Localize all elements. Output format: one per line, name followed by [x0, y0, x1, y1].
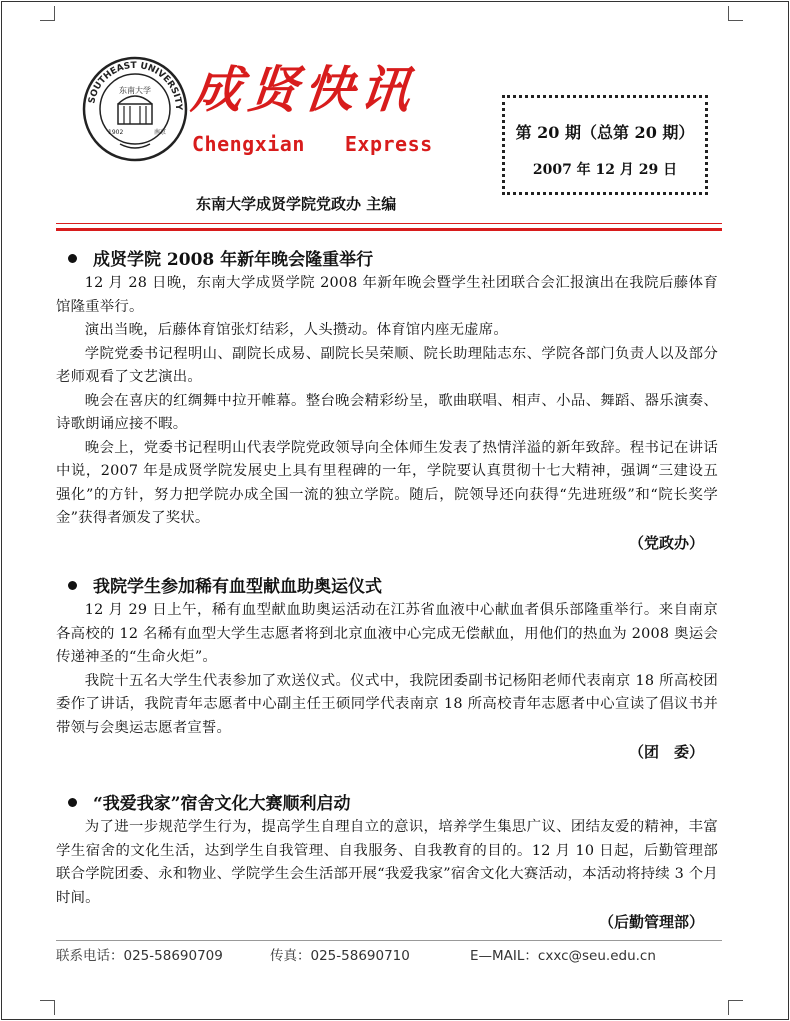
- article-signoff: （后勤管理部）: [598, 913, 704, 931]
- article-paragraph: 为了进一步规范学生行为，提高学生自理自立的意识，培养学生集思广议、团结友爱的精神，丰富学生宿舍的文化生活，达到学生自我管理、自我服务、自我教育的目的。12 月 10 日起，后勤管理部联合学院团委、永和物业、学院学生会生活部开展“我爱我家”宿舍文化大赛活动，本活动将持续 3 个月时间。: [56, 819, 718, 906]
- footer-rule: [56, 940, 722, 941]
- svg-text:1902: 1902: [108, 129, 124, 136]
- contact-footer: [56, 940, 722, 966]
- header-rule-thick: [56, 228, 722, 231]
- article-headline: [56, 575, 718, 599]
- article-paragraph: 晚会上，党委书记程明山代表学院党政领导向全体师生发表了热情洋溢的新年致辞。程书记在讲话中说，2007 年是成贤学院发展史上具有里程碑的一年，学院要认真贯彻十七大精神，强调“三建设五强化”的方针，努力把学院办成全国一流的独立学院。随后，院领导还向获得“先进班级”和“院长奖学金”获得者颁发了奖状。: [56, 439, 718, 526]
- headline-text: 成贤学院 2008 年新年晚会隆重举行: [93, 250, 374, 270]
- headline-text: 我院学生参加稀有血型献血助奥运仪式: [93, 577, 382, 597]
- crop-mark-bottom-left: [40, 1000, 55, 1015]
- issue-info-box: [502, 95, 708, 195]
- article-headline: [56, 248, 718, 272]
- article-paragraph: 学院党委书记程明山、副院长成易、副院长吴荣顺、院长助理陆志东、学院各部门负责人以及部分老师观看了文艺演出。: [56, 345, 718, 385]
- bullet-icon: [68, 581, 77, 590]
- article-paragraph: 演出当晚，后藤体育馆张灯结彩，人头攒动。体育馆内座无虚席。: [84, 322, 508, 338]
- article-dorm-culture-contest: [56, 792, 718, 934]
- crop-mark-top-right: [728, 6, 743, 21]
- article-paragraph: 12 月 29 日上午，稀有血型献血助奥运活动在江苏省血液中心献血者俱乐部隆重举行。来自南京各高校的 12 名稀有血型大学生志愿者将到北京血液中心完成无偿献血，用他们的热血为 2008 奥运会传递神圣的“生命火炬”。: [56, 602, 718, 665]
- organizer-line: 东南大学成贤学院党政办 主编: [196, 195, 397, 213]
- university-seal-logo: [82, 56, 188, 162]
- title-en-word-1: Chengxian: [192, 132, 305, 156]
- article-new-year-gala: [56, 248, 718, 555]
- footer-fax: 传真：025-58690710: [270, 948, 410, 964]
- bullet-icon: [68, 254, 77, 263]
- article-paragraph: 12 月 28 日晚，东南大学成贤学院 2008 年新年晚会暨学生社团联合会汇报演出在我院后藤体育馆隆重举行。: [56, 275, 718, 315]
- crop-mark-top-left: [40, 6, 55, 21]
- article-paragraph: 晚会在喜庆的红绸舞中拉开帷幕。整台晚会精彩纷呈，歌曲联唱、相声、小品、舞蹈、器乐演奏、诗歌朗诵应接不暇。: [56, 392, 718, 432]
- title-en-word-2: Express: [344, 132, 433, 156]
- footer-phone: 联系电话：025-58690709: [56, 948, 223, 964]
- issue-number: 第 20 期（总第 20 期）: [515, 123, 695, 142]
- newsletter-title-en: [192, 132, 492, 156]
- crop-mark-bottom-right: [728, 1000, 743, 1015]
- issue-date: 2007 年 12 月 29 日: [532, 162, 678, 178]
- article-signoff: （团 委）: [628, 743, 704, 761]
- bullet-icon: [68, 798, 77, 807]
- svg-text:东南大学: 东南大学: [119, 86, 151, 95]
- article-rare-blood-donation: [56, 575, 718, 764]
- svg-text:南京: 南京: [154, 129, 167, 136]
- article-headline: [56, 792, 718, 816]
- masthead: [188, 61, 492, 156]
- header-rule-thin: [56, 223, 722, 224]
- headline-text: “我爱我家”宿舍文化大赛顺利启动: [93, 794, 351, 814]
- footer-email: E—MAIL：cxxc@seu.edu.cn: [470, 948, 656, 964]
- svg-text:SOUTHEAST UNIVERSITY: SOUTHEAST UNIVERSITY: [87, 60, 184, 111]
- newsletter-title-cn: 成贤快讯: [188, 61, 420, 119]
- article-paragraph: 我院十五名大学生代表参加了欢送仪式。仪式中，我院团委副书记杨阳老师代表南京 18 所高校团委作了讲话，我院青年志愿者中心副主任王硕同学代表南京 18 所高校青年志愿者中心宣读了倡议书并带领与会奥运志愿者宣誓。: [56, 672, 718, 736]
- article-signoff: （党政办）: [628, 533, 704, 552]
